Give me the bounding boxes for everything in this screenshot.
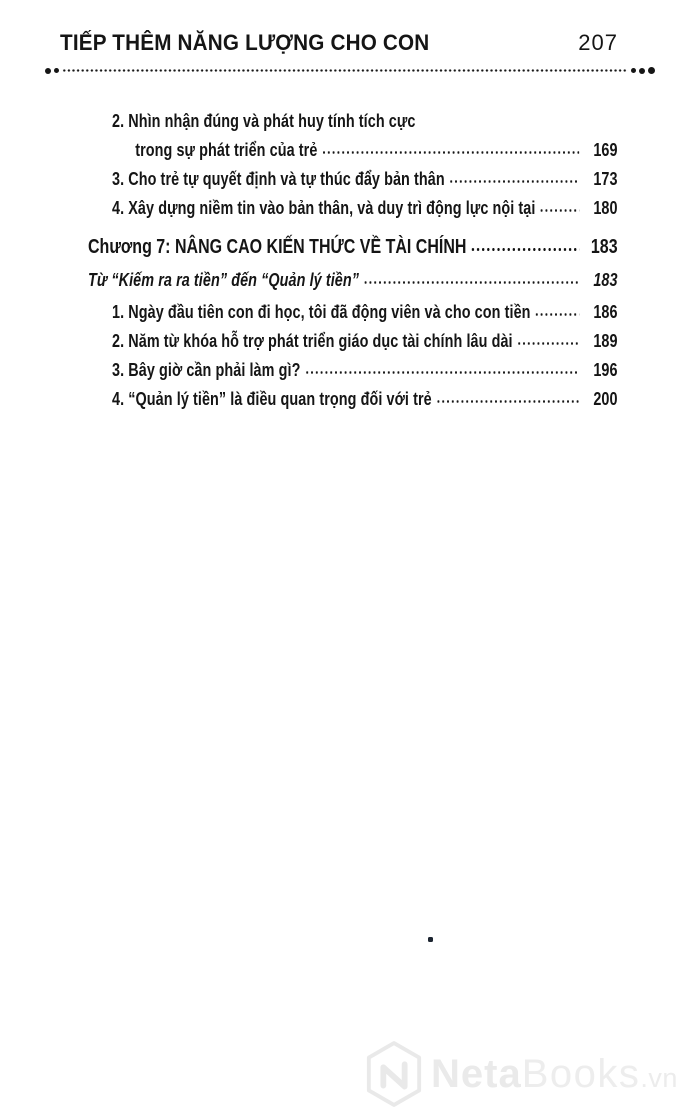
- dot-leader: [470, 248, 579, 251]
- watermark-brand-books: Books: [521, 1051, 641, 1096]
- toc-entry-page: 200: [593, 389, 618, 409]
- dot-leader: [363, 281, 579, 284]
- toc-entry-text: 4. Xây dựng niềm tin vào bản thân, và duy trì động lực nội tại: [112, 198, 536, 218]
- toc-entry-page: 173: [593, 169, 618, 189]
- table-of-contents: [88, 107, 618, 414]
- dotted-rule: [45, 66, 655, 75]
- watermark-tld: .vn: [640, 1062, 678, 1093]
- toc-entry-text: 2. Năm từ khóa hỗ trợ phát triển giáo dục tài chính lâu dài: [112, 331, 513, 351]
- toc-entry: [88, 107, 618, 136]
- toc-entry-page: 186: [593, 302, 618, 322]
- toc-entry-text: Từ “Kiếm ra ra tiền” đến “Quản lý tiền”: [88, 270, 360, 290]
- toc-subtitle-entry: [88, 266, 618, 295]
- dot-leader: [517, 342, 580, 345]
- toc-entry-page: 169: [593, 140, 618, 160]
- toc-entry: [88, 165, 618, 194]
- toc-entry-page: 189: [593, 331, 618, 351]
- netabooks-watermark: [364, 1040, 678, 1108]
- running-title: TIẾP THÊM NĂNG LƯỢNG CHO CON: [60, 30, 430, 55]
- dot-leader: [436, 400, 579, 403]
- rule-end-dot: [631, 68, 636, 73]
- toc-chapter-entry: [88, 233, 618, 262]
- netabooks-hexagon-n-icon: [364, 1040, 424, 1108]
- page-header: [60, 30, 618, 56]
- rule-end-dot: [54, 68, 59, 73]
- rule-end-dot: [45, 68, 51, 74]
- toc-entry: [88, 327, 618, 356]
- stray-ink-dot: [428, 937, 433, 942]
- rule-dotted-line: [62, 69, 628, 72]
- dot-leader: [304, 371, 579, 374]
- toc-entry: [88, 298, 618, 327]
- rule-end-dot: [639, 68, 645, 74]
- toc-entry-text: 1. Ngày đầu tiên con đi học, tôi đã động viên và cho con tiền: [112, 302, 531, 322]
- watermark-brand-neta: Neta: [431, 1051, 522, 1096]
- dot-leader: [321, 151, 579, 154]
- dot-leader: [535, 313, 580, 316]
- toc-entry-text: 3. Cho trẻ tự quyết định và tự thúc đẩy bản thân: [112, 169, 445, 189]
- toc-entry-text: 2. Nhìn nhận đúng và phát huy tính tích cực: [112, 111, 416, 131]
- toc-entry-text: 4. “Quản lý tiền” là điều quan trọng đối với trẻ: [112, 389, 432, 409]
- toc-entry-page: 196: [593, 360, 618, 380]
- toc-entry: [88, 136, 618, 165]
- toc-entry: [88, 194, 618, 223]
- toc-entry-text: trong sự phát triển của trẻ: [135, 140, 318, 160]
- dot-leader: [449, 180, 579, 183]
- toc-entry-page: 183: [593, 270, 618, 290]
- toc-entry-text: Chương 7: NÂNG CAO KIẾN THỨC VỀ TÀI CHÍNH: [88, 236, 467, 258]
- toc-entry: [88, 385, 618, 414]
- toc-entry-text: 3. Bây giờ cần phải làm gì?: [112, 360, 301, 380]
- toc-entry-page: 183: [590, 236, 618, 258]
- toc-entry: [88, 356, 618, 385]
- netabooks-wordmark: [431, 1052, 678, 1097]
- page-number: 207: [578, 30, 618, 55]
- toc-entry-page: 180: [593, 198, 618, 218]
- rule-end-dot: [648, 67, 655, 74]
- dot-leader: [539, 209, 579, 212]
